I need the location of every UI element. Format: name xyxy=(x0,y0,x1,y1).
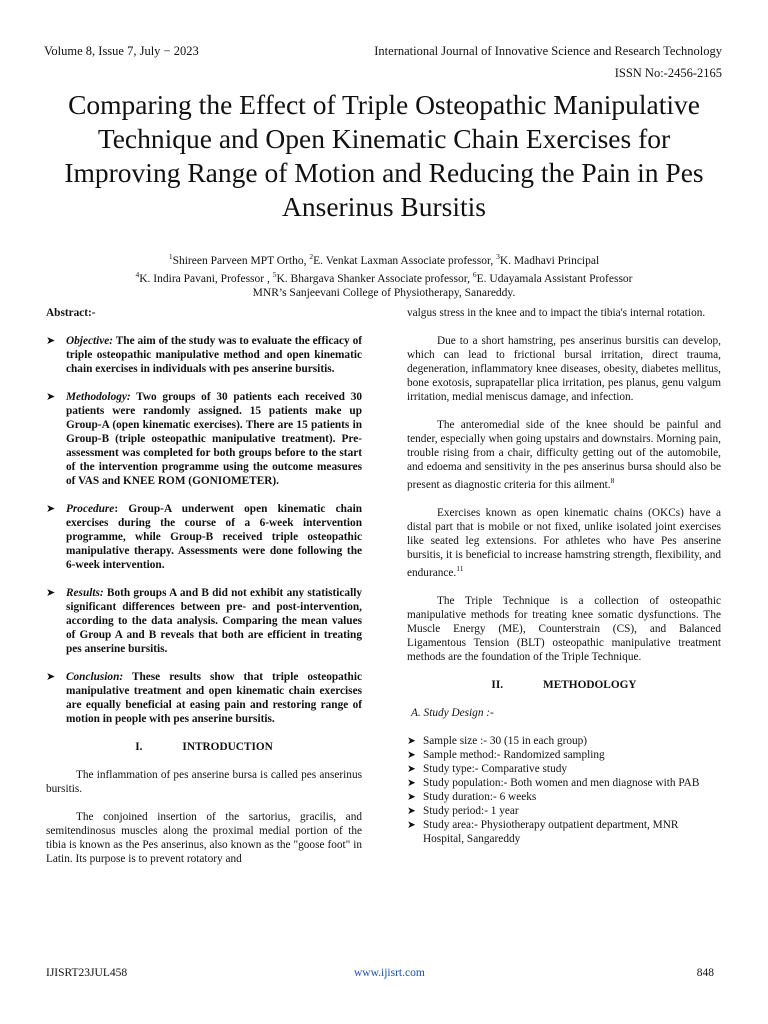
abstract-label: Abstract:- xyxy=(46,307,96,319)
list-item-text: Study type:- Comparative study xyxy=(423,762,568,775)
abstract-item-text: These results show that triple osteopathic manipulative treatment and open kinematic chain exercises are equally beneficial at easing pain and restoring range of motion in people with pes anserine bursitis. xyxy=(66,671,362,725)
list-item xyxy=(407,748,721,762)
author-name: Shireen Parveen MPT Ortho, xyxy=(172,254,310,267)
abstract-methodology xyxy=(46,390,362,488)
author-sup: 1 xyxy=(168,252,173,261)
left-column xyxy=(46,306,362,880)
list-item-text: Study period:- 1 year xyxy=(423,804,519,817)
author-name: E. Venkat Laxman Associate professor, xyxy=(313,254,497,267)
list-item-text: Study area:- Physiotherapy outpatient department, MNR Hospital, Sangareddy xyxy=(423,818,679,845)
list-item xyxy=(407,790,721,804)
author-sup: 4 xyxy=(135,269,140,279)
abstract-item-label: Methodology: xyxy=(66,391,131,403)
arrow-bullet-icon: ➤ xyxy=(407,790,416,803)
footer-page-number: 848 xyxy=(696,967,714,979)
section-heading-methodology xyxy=(407,678,721,692)
intro-paragraph-3: Due to a short hamstring, pes anserinus bursitis can develop, which can lead to frictional bursal irritation, direct trauma, degeneration, inflammatory knee diseases, obesity, diabetes mellitus, bone exotosis, suprapatellar plica irritation, pes planus, genu valgum irritation, medial meniscus damage, and infection. xyxy=(407,335,721,403)
list-item xyxy=(407,776,721,790)
intro-paragraph-2: The conjoined insertion of the sartorius, gracilis, and semitendinosus muscles along the proximal medial portion of the tibia is known as the Pes anserinus, also known as the "goose foot" in Latin. Its purpose is to prevent rotatory and xyxy=(46,811,362,865)
intro-paragraph-4 xyxy=(407,418,721,492)
paragraph-text: The anteromedial side of the knee should be painful and tender, especially when going upstairs and downstairs. Morning pain, trouble rising from a chair, difficulty getting out of the automobile, and edoema and sensitivity in the pes anserinus bursa should also be present as diagnostic criteria for this ailment. xyxy=(407,419,721,491)
affiliation: MNR’s Sanjeevani College of Physiotherapy, Sanareddy. xyxy=(252,286,516,299)
section-title: INTRODUCTION xyxy=(182,741,273,753)
abstract-item-text: The aim of the study was to evaluate the efficacy of triple osteopathic manipulative method and open kinematic chain exercises in individuals with pes anserine bursitis. xyxy=(66,335,362,375)
header-journal: International Journal of Innovative Science and Research Technology xyxy=(374,44,722,58)
section-number: II. xyxy=(491,678,504,691)
abstract-item-text: Both groups A and B did not exhibit any statistically significant differences between pre- and post-intervention, according to the data analysis. Comparing the mean values of Group A and B reveals that both are efficient in treating pes anserine bursitis. xyxy=(66,587,362,655)
paper-title: Comparing the Effect of Triple Osteopathic Manipulative Technique and Open Kinematic Chain Exercises for Improving Range of Motion and Reducing the Pain in Pes Anserinus Bursitis xyxy=(64,89,704,222)
section-number: I. xyxy=(135,741,143,753)
list-item xyxy=(407,734,721,748)
author-sup: 3 xyxy=(496,252,500,261)
list-item xyxy=(407,762,721,776)
arrow-bullet-icon: ➤ xyxy=(407,748,416,761)
citation-mark: 11 xyxy=(456,563,464,573)
arrow-bullet-icon: ➤ xyxy=(407,776,416,789)
footer-website-link[interactable]: www.ijisrt.com xyxy=(354,967,425,979)
abstract-item-label: Results: xyxy=(66,587,104,599)
author-name: K. Bhargava Shanker Associate professor, xyxy=(276,272,473,285)
intro-paragraph-5 xyxy=(407,506,721,580)
header-volume: Volume 8, Issue 7, July − 2023 xyxy=(44,44,199,58)
author-sup: 2 xyxy=(309,252,314,261)
author-name: E. Udayamala Assistant Professor xyxy=(476,272,633,285)
section-title: METHODOLOGY xyxy=(543,678,637,691)
abstract-item-label: Procedure xyxy=(66,503,115,515)
arrow-bullet-icon: ➤ xyxy=(46,502,56,515)
abstract-procedure xyxy=(46,502,362,572)
list-item-text: Sample size :- 30 (15 in each group) xyxy=(423,734,588,747)
authors-line-2 xyxy=(40,268,728,286)
abstract-item-text: : Group-A underwent open kinematic chain exercises during the course of a 6-week intervention programme, while Group-B received triple osteopathic manipulative therapy. Assessments were done following the 6-week intervention. xyxy=(66,503,362,571)
arrow-bullet-icon: ➤ xyxy=(407,818,416,831)
authors-block xyxy=(40,250,728,300)
intro-paragraph-1: The inflammation of pes anserine bursa is called pes anserinus bursitis. xyxy=(46,769,362,795)
citation-mark: 8 xyxy=(610,476,615,485)
subsection-heading-study-design: A. Study Design :- xyxy=(411,706,494,719)
arrow-bullet-icon: ➤ xyxy=(46,586,56,599)
list-item-text: Study duration:- 6 weeks xyxy=(423,790,537,803)
right-column xyxy=(407,306,721,846)
section-heading-introduction xyxy=(46,740,362,754)
header-issn: ISSN No:-2456-2165 xyxy=(614,66,722,80)
abstract-conclusion xyxy=(46,670,362,726)
arrow-bullet-icon: ➤ xyxy=(407,762,416,775)
abstract-objective xyxy=(46,334,362,376)
list-item xyxy=(407,804,721,818)
abstract-item-label: Objective: xyxy=(66,335,114,347)
list-item xyxy=(407,818,721,846)
list-item-text: Study population:- Both women and men diagnose with PAB xyxy=(423,776,700,789)
author-name: K. Madhavi Principal xyxy=(499,254,600,267)
abstract-item-text: Two groups of 30 patients each received 30 patients were randomly assigned. 15 patients make up Group-A (open kinematic exercises). There are 15 patients in Group-B (triple osteopathic manipulative treatment). Pre-assessment was completed for both groups before to the start of the intervention programme using the outcome measures of VAS and KNEE ROM (GONIOMETER). xyxy=(66,391,362,487)
abstract-item-label: Conclusion: xyxy=(66,671,124,683)
author-sup: 6 xyxy=(472,269,477,279)
authors-line-1 xyxy=(40,250,728,268)
arrow-bullet-icon: ➤ xyxy=(46,670,56,683)
intro-paragraph-2-continued: valgus stress in the knee and to impact the tibia's internal rotation. xyxy=(407,307,706,319)
arrow-bullet-icon: ➤ xyxy=(46,334,56,347)
paragraph-text: Exercises known as open kinematic chains (OKCs) have a distal part that is mobile or not fixed, unlike isolated joint exercises like seated leg extensions. For athletes who have Pes anserine bursitis, it is beneficial to increase hamstring strength, flexibility, and endurance. xyxy=(407,506,721,579)
study-design-list xyxy=(407,734,721,846)
author-name: K. Indira Pavani, Professor , xyxy=(139,272,273,285)
arrow-bullet-icon: ➤ xyxy=(46,390,56,403)
intro-paragraph-6: The Triple Technique is a collection of osteopathic manipulative methods for treating knee somatic dysfunctions. The Muscle Energy (ME), Counterstrain (CS), and Balanced Ligamentous Tension (BLT) osteopathic manipulative treatment methods are the foundation of the Triple Technique. xyxy=(407,594,721,663)
arrow-bullet-icon: ➤ xyxy=(407,804,416,817)
author-sup: 5 xyxy=(272,269,277,279)
footer-paper-code: IJISRT23JUL458 xyxy=(46,967,128,979)
abstract-results xyxy=(46,586,362,656)
list-item-text: Sample method:- Randomized sampling xyxy=(423,748,605,761)
arrow-bullet-icon: ➤ xyxy=(407,734,416,747)
